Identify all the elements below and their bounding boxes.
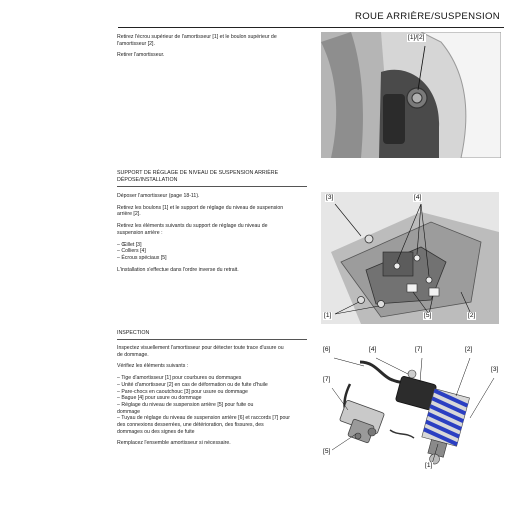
text-line: arrière [2]. (117, 211, 141, 218)
section2-rule (117, 186, 307, 187)
shock-removal-figure (321, 32, 501, 158)
section3-text (117, 345, 309, 447)
figure-callout: [5] (424, 312, 432, 319)
section-title-line: DÉPOSE/INSTALLATION (117, 176, 178, 183)
text-line: dommages ou des signes de fuite (117, 428, 195, 435)
bracket-illustration (321, 192, 499, 324)
text-line: Retirez l'écrou supérieur de l'amortisseur [1] et le boulon supérieur de (117, 34, 277, 40)
level-adjuster-bracket-figure (321, 192, 499, 324)
text-line: – Tige d'amortisseur [1] pour courbures ou dommages (117, 375, 242, 382)
text-line: – Colliers [4] (117, 248, 146, 255)
section3-rule (117, 339, 307, 340)
figure-callout: [2] (468, 312, 476, 319)
figure-callout: [1] (324, 312, 332, 319)
section1-text (117, 34, 309, 59)
figure-callout: [7] (323, 376, 331, 383)
text-line: Retirez les éléments suivants du support de réglage du niveau de (117, 223, 268, 230)
text-line: – Unité d'amortisseur [2] en cas de déformation ou de fuite d'huile (117, 381, 268, 388)
text-line: – Réglage du niveau de suspension arrière [5] pour fuite ou (117, 401, 254, 408)
text-line: – Pare-chocs en caoutchouc [3] pour usure ou dommage (117, 388, 248, 395)
figure-callout: [3] (491, 366, 499, 373)
figure-callout: [1]/[2] (408, 34, 425, 41)
text-line: – Écrous spéciaux [5] (117, 254, 167, 261)
text-line: des connexions desserrées, une détérioration, des fissures, des (117, 422, 264, 429)
figure-callout: [1] (425, 462, 433, 469)
text-line: Vérifiez les éléments suivants : (117, 363, 189, 370)
text-line: Retirer l'amortisseur. (117, 52, 165, 59)
text-line: dommage (117, 408, 141, 415)
figure-callout: [3] (326, 194, 334, 201)
section-title-line: SUPPORT DE RÉGLAGE DE NIVEAU DE SUSPENSION ARRIÈRE (117, 170, 279, 176)
figure-callout: [7] (415, 346, 423, 353)
header-rule (118, 27, 504, 28)
text-line: suspension arrière : (117, 229, 163, 236)
section2-text (117, 193, 309, 273)
text-line: Inspectez visuellement l'amortisseur pour détecter toute trace d'usure ou (117, 345, 284, 351)
text-line: Retirez les boulons [1] et le support de réglage du niveau de suspension (117, 204, 284, 211)
section2-title (117, 170, 317, 184)
text-line: l'amortisseur [2]. (117, 40, 155, 47)
shock-absorber-illustration (320, 344, 504, 474)
text-line: de dommage. (117, 351, 149, 358)
text-line: – Œillet [3] (117, 241, 142, 248)
page-header-title: ROUE ARRIÈRE/SUSPENSION (355, 11, 500, 22)
figure-callout: [4] (369, 346, 377, 353)
figure-callout: [5] (323, 448, 331, 455)
text-line: L'installation s'effectue dans l'ordre inverse du retrait. (117, 266, 239, 273)
section3-title: INSPECTION (117, 330, 150, 336)
text-line: – Bague [4] pour usure ou dommage (117, 395, 202, 402)
shock-absorber-figure (320, 344, 504, 474)
figure-callout: [4] (414, 194, 422, 201)
figure-callout: [6] (323, 346, 331, 353)
shock-removal-illustration (321, 32, 501, 158)
text-line: Déposer l'amortisseur (page 18-11). (117, 193, 200, 199)
text-line: Remplacez l'ensemble amortisseur si nécessaire. (117, 440, 231, 447)
text-line: – Tuyau de réglage du niveau de suspension arrière [6] et raccords [7] pour (117, 415, 291, 422)
figure-callout: [2] (465, 346, 473, 353)
